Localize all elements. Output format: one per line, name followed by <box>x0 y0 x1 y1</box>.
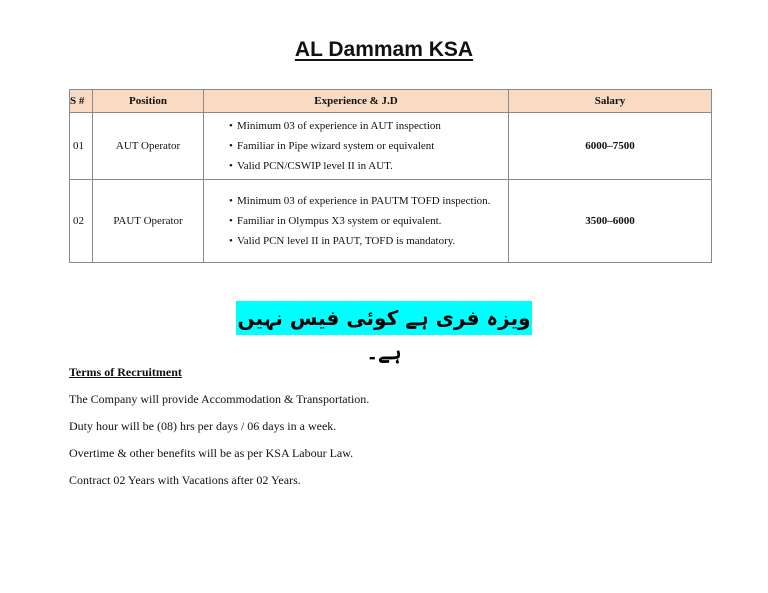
page-title: AL Dammam KSA <box>294 38 474 61</box>
experience-item: • Minimum 03 of experience in PAUTM TOFD inspection. <box>237 191 507 211</box>
terms-heading: Terms of Recruitment <box>69 365 182 379</box>
table-header-row <box>70 90 712 113</box>
col-header-experience: Experience & J.D <box>204 90 509 113</box>
visa-free-banner-text: ویزہ فری ہے کوئی فیس نہیں ہے۔ <box>237 306 531 364</box>
experience-item: • Valid PCN/CSWIP level II in AUT. <box>237 156 507 176</box>
experience-item: • Familiar in Olympus X3 system or equivalent. <box>237 211 507 231</box>
terms-line: Overtime & other benefits will be as per KSA Labour Law. <box>69 446 354 460</box>
positions-table <box>69 89 712 263</box>
terms-line: Duty hour will be (08) hrs per days / 06 days in a week. <box>69 419 337 433</box>
row-position: AUT Operator <box>93 113 204 180</box>
experience-item: • Valid PCN level II in PAUT, TOFD is mandatory. <box>237 231 507 251</box>
row-sn: 02 <box>70 180 93 263</box>
terms-section <box>69 365 369 494</box>
row-experience <box>204 113 509 180</box>
col-header-sn: S # <box>70 90 93 113</box>
row-position: PAUT Operator <box>93 180 204 263</box>
row-salary: 6000–7500 <box>509 113 712 180</box>
terms-line: Contract 02 Years with Vacations after 02 Years. <box>69 473 301 487</box>
table-row <box>70 113 712 180</box>
col-header-salary: Salary <box>509 90 712 113</box>
experience-item: • Minimum 03 of experience in AUT inspection <box>237 116 507 136</box>
row-experience <box>204 180 509 263</box>
experience-item: • Familiar in Pipe wizard system or equivalent <box>237 136 507 156</box>
row-sn: 01 <box>70 113 93 180</box>
row-salary: 3500–6000 <box>509 180 712 263</box>
terms-line: The Company will provide Accommodation & Transportation. <box>69 392 370 406</box>
table-row <box>70 180 712 263</box>
col-header-position: Position <box>93 90 204 113</box>
